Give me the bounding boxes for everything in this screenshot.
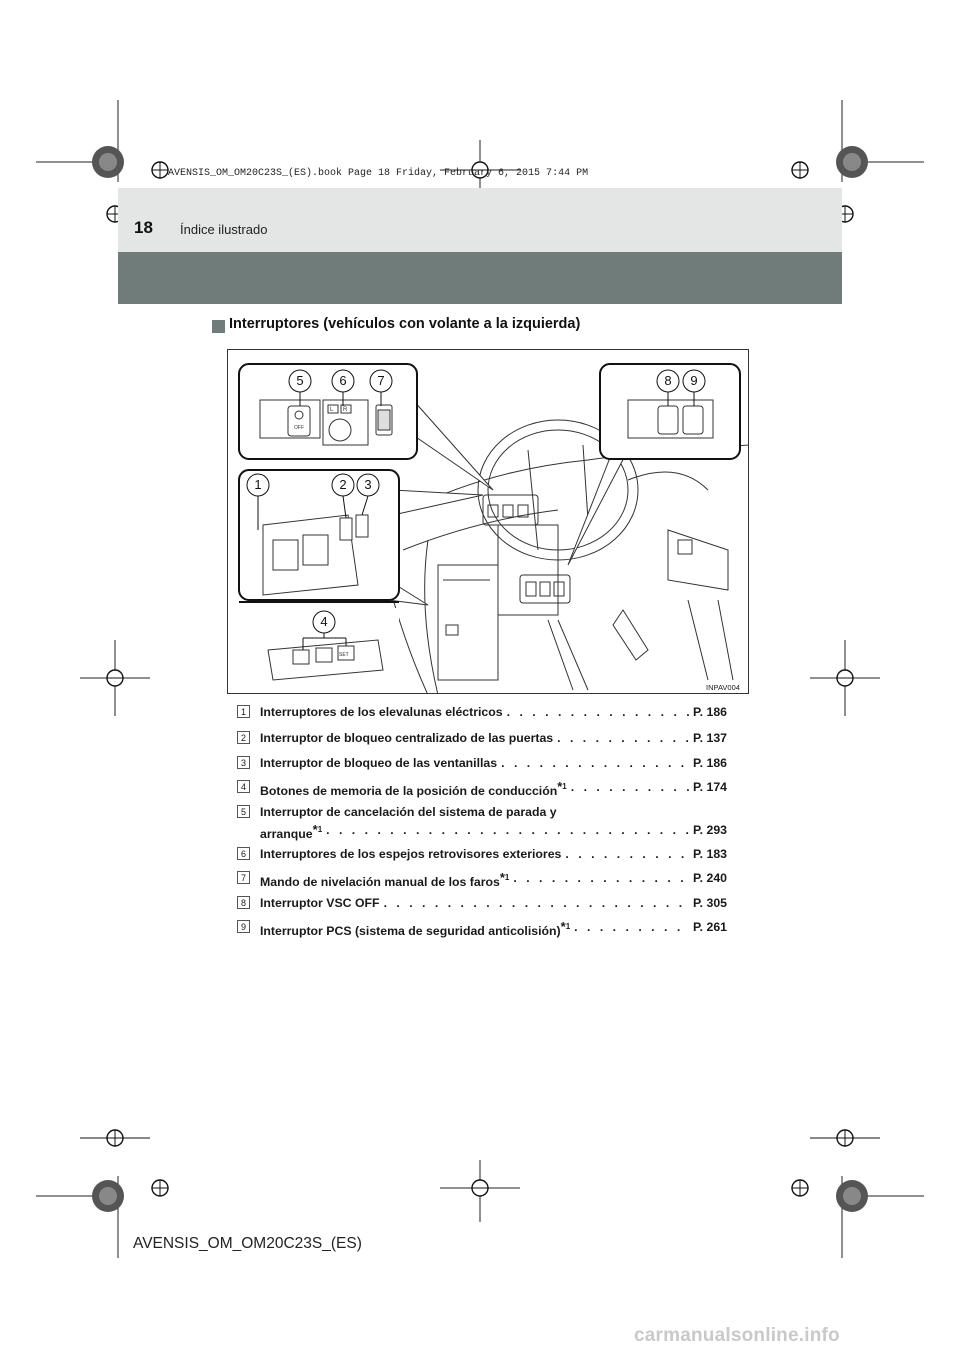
callout-9: 9 [690,373,698,388]
section-marker [212,320,225,333]
inset-mirror-switches [239,364,417,459]
item-text: Interruptor de cancelación del sistema de parada y [260,805,557,819]
item-text: Interruptor de bloqueo centralizado de las puertas [260,731,554,745]
footnote-ref: 1 [562,782,567,791]
callout-2: 2 [339,477,347,492]
item-page-ref[interactable]: P. 183 [693,847,727,861]
l-label: L [330,407,334,413]
item-text: Interruptor de bloqueo de las ventanillas [260,756,498,770]
page-number: 18 [134,218,153,237]
item-page-ref[interactable]: P. 240 [693,871,727,885]
inset-memory-buttons [239,608,399,688]
switches-illustration [227,349,749,694]
item-number: 4 [237,780,250,793]
page-title: Índice ilustrado [180,222,268,237]
item-page-ref[interactable]: P. 305 [693,896,727,910]
callout-5: 5 [296,373,304,388]
figure-code: INPAV004 [706,683,740,692]
item-text: Interruptores de los elevalunas eléctricos [260,705,503,719]
set-label: SET [339,652,349,658]
r-label: R [343,407,348,413]
footnote-ref: 1 [317,825,323,834]
inset-vsc-pcs-switches [600,364,740,459]
item-number: 5 [237,805,250,818]
item-text-continued: arranque [260,827,313,841]
item-page-ref[interactable]: P. 137 [693,731,727,745]
item-text: Botones de memoria de la posición de conducción [260,784,558,798]
item-number: 8 [237,896,250,909]
page-header-band [118,188,842,252]
book-header: AVENSIS_OM_OM20C23S_(ES).book Page 18 Friday, February 6, 2015 7:44 PM [168,168,589,179]
off-label: OFF [294,425,304,431]
item-number: 2 [237,731,250,744]
page-header-bar [118,252,842,304]
dashboard-drawing [228,350,749,694]
item-number: 9 [237,920,250,933]
footnote-ref: 1 [565,922,571,931]
item-text: Mando de nivelación manual de los faros [260,875,500,889]
callout-3: 3 [364,477,372,492]
item-page-ref[interactable]: P. 261 [693,920,727,934]
item-page-ref[interactable]: P. 174 [693,780,727,794]
item-number: 6 [237,847,250,860]
item-page-ref[interactable]: P. 293 [693,823,727,837]
item-text: Interruptor PCS (sistema de seguridad anticolisión) [260,924,561,938]
item-page-ref[interactable]: P. 186 [693,705,727,719]
item-page-ref[interactable]: P. 186 [693,756,727,770]
inset-window-switches [239,470,399,602]
section-heading: Interruptores (vehículos con volante a la izquierda) [229,316,581,332]
item-text: Interruptores de los espejos retrovisores exteriores [260,847,562,861]
footer-code: AVENSIS_OM_OM20C23S_(ES) [133,1235,362,1252]
callout-1: 1 [254,477,262,492]
item-number: 1 [237,705,250,718]
watermark: carmanualsonline.info [634,1325,840,1346]
callout-4: 4 [320,614,328,629]
callout-7: 7 [377,373,385,388]
callout-6: 6 [339,373,347,388]
item-number: 3 [237,756,250,769]
item-text: Interruptor VSC OFF [260,896,380,910]
item-number: 7 [237,871,250,884]
footnote-ref: 1 [504,873,510,882]
callout-8: 8 [664,373,672,388]
